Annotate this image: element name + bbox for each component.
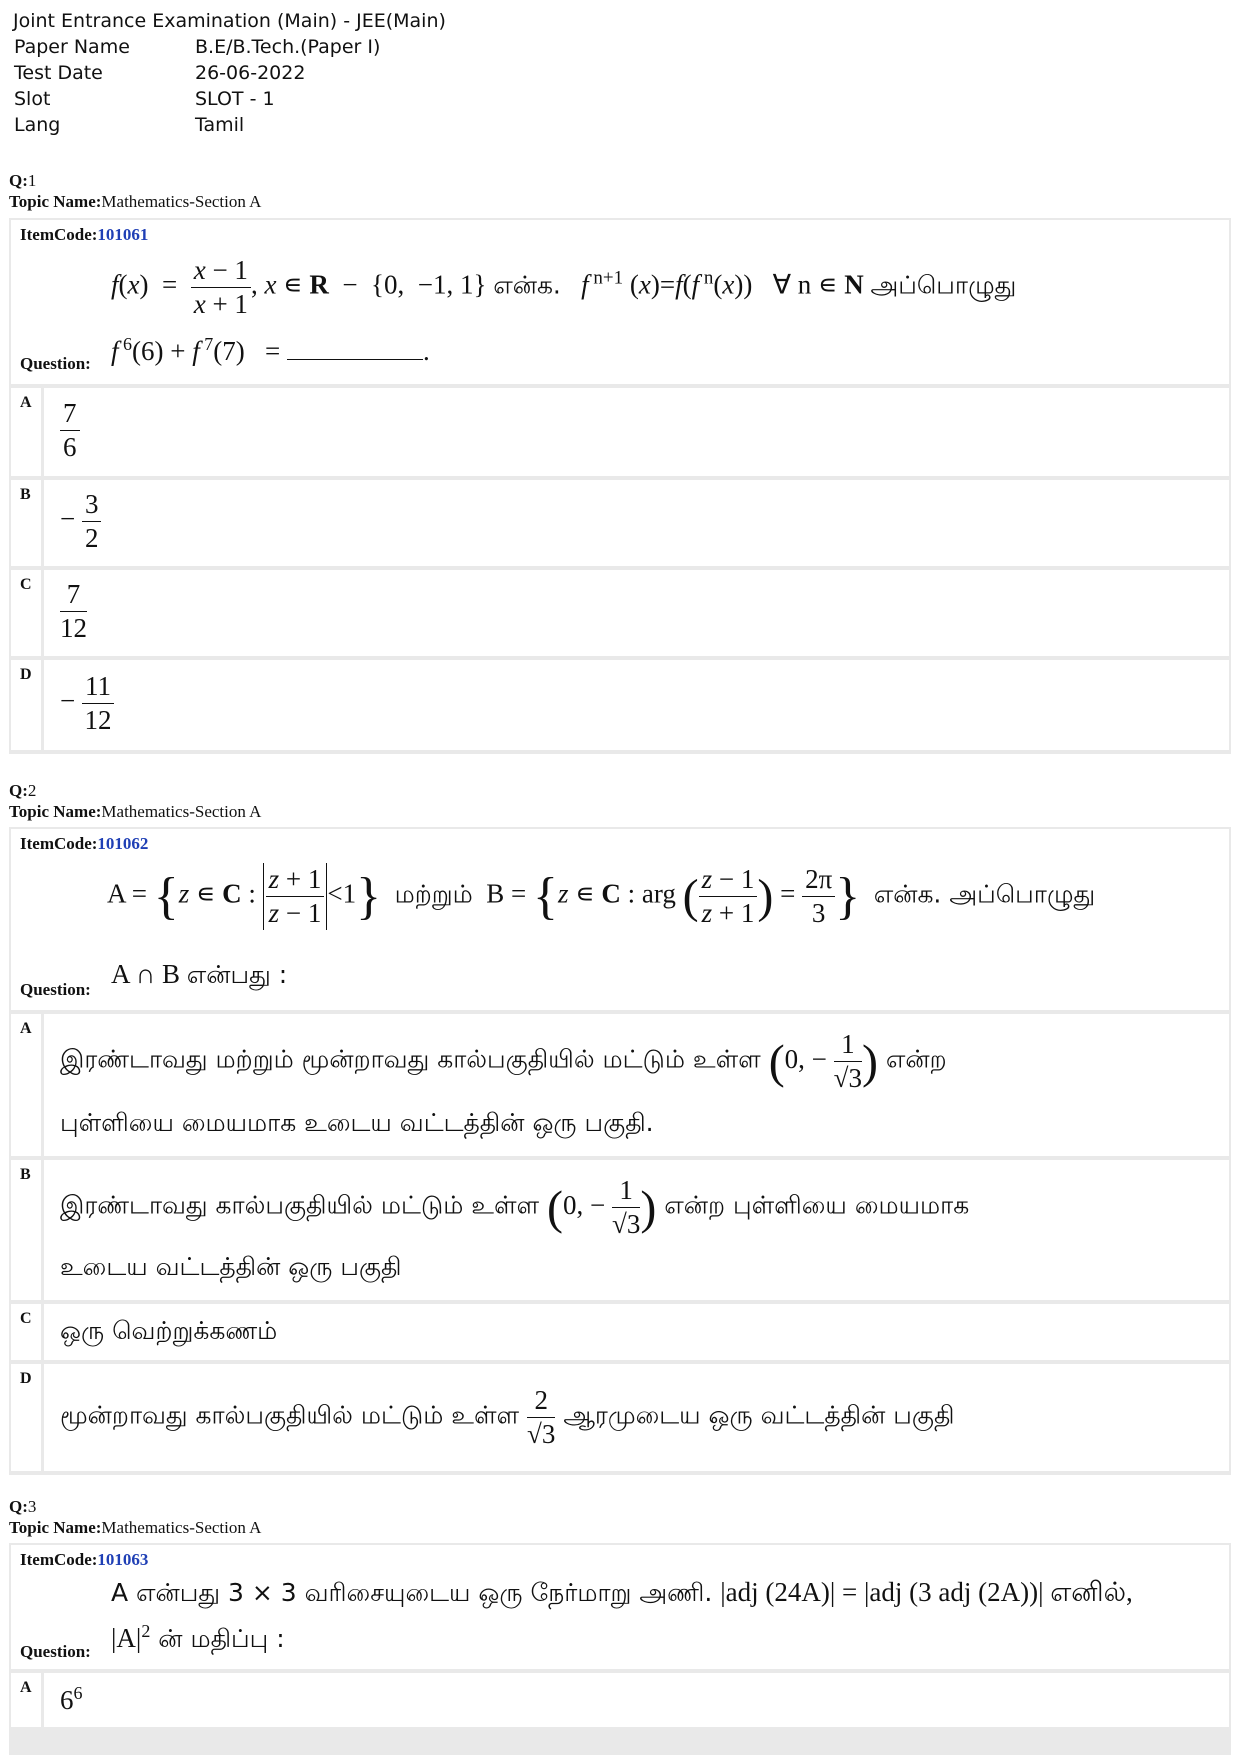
question-1-expression: f $^6$(6) + f $^7$(7) = . bbox=[111, 334, 430, 366]
topic-name: Topic Name:Mathematics-Section A bbox=[9, 1518, 262, 1537]
question-3-line-1: A என்பது 3 × 3 வரிசையுடைய ஒரு நேர்மாறு அணி. |adj (24A)| = |adj (3 adj (2A))| எனில், bbox=[111, 1577, 1133, 1607]
question-2-box bbox=[9, 827, 1231, 1475]
option-letter: B bbox=[20, 486, 31, 503]
exam-meta-table bbox=[14, 34, 380, 138]
option-letter: B bbox=[20, 1166, 31, 1183]
option-letter: A bbox=[20, 1679, 32, 1696]
topic-name: Topic Name:Mathematics-Section A bbox=[9, 192, 262, 211]
option-letter: C bbox=[20, 1310, 32, 1327]
option-letter: A bbox=[20, 394, 32, 411]
question-3-box bbox=[9, 1543, 1231, 1755]
question-number: Q:3 bbox=[9, 1497, 37, 1516]
option-text: உடைய வட்டத்தின் ஒரு பகுதி bbox=[60, 1252, 402, 1281]
option-fraction: $\frac{7}{12}$ bbox=[60, 579, 87, 643]
question-number: Q:1 bbox=[9, 171, 37, 190]
question-1-heading bbox=[9, 170, 261, 212]
question-label: Question: bbox=[20, 354, 91, 373]
question-number: Q:2 bbox=[9, 781, 37, 800]
question-label: Question: bbox=[20, 1642, 91, 1661]
option-text: மூன்றாவது கால்பகுதியில் மட்டும் உள்ள $\frac{2}{√3}$ ஆரமுடைய ஒரு வட்டத்தின் பகுதி bbox=[60, 1385, 955, 1449]
question-label: Question: bbox=[20, 980, 91, 999]
itemcode: ItemCode:101061 bbox=[20, 225, 149, 244]
option-a[interactable] bbox=[11, 1014, 1229, 1156]
option-letter: C bbox=[20, 576, 32, 593]
topic-name: Topic Name:Mathematics-Section A bbox=[9, 802, 262, 821]
option-a[interactable] bbox=[11, 388, 1229, 476]
itemcode: ItemCode:101062 bbox=[20, 834, 149, 853]
question-2-formula: A = {z ∊ C : $\frac{z + 1}{z - 1}$ <1} மற்றும் B = {z ∊ C : arg ( $\frac{z - 1}{z + 1}$ ) = $\frac{2\pi}{3}$ } என்க. அப்பொழுது bbox=[107, 864, 1096, 928]
meta-row: Paper Name B.E/B.Tech.(Paper I) bbox=[14, 36, 381, 58]
option-fraction: − $\frac{11}{12}$ bbox=[60, 670, 114, 737]
itemcode: ItemCode:101063 bbox=[20, 1550, 149, 1569]
question-3-heading bbox=[9, 1496, 261, 1538]
option-text: இரண்டாவது மற்றும் மூன்றாவது கால்பகுதியில் மட்டும் உள்ள (0, − $\frac{1}{√3}$ ) என்ற bbox=[60, 1029, 947, 1093]
option-d[interactable] bbox=[11, 660, 1229, 750]
option-c[interactable] bbox=[11, 570, 1229, 656]
option-text: புள்ளியை மையமாக உடைய வட்டத்தின் ஒரு பகுதி. bbox=[60, 1108, 654, 1137]
question-2-heading bbox=[9, 780, 261, 822]
option-value: $6^6$ bbox=[60, 1683, 83, 1715]
option-text: இரண்டாவது கால்பகுதியில் மட்டும் உள்ள (0, − $\frac{1}{√3}$ ) என்ற புள்ளியை மையமாக bbox=[60, 1175, 970, 1239]
exam-title: Joint Entrance Examination (Main) - JEE(Main) bbox=[13, 10, 446, 32]
option-b[interactable] bbox=[11, 1160, 1229, 1300]
option-d[interactable] bbox=[11, 1364, 1229, 1471]
question-3-line-2: $|A|^2$ ன் மதிப்பு : bbox=[111, 1621, 285, 1653]
option-fraction: − $\frac{3}{2}$ bbox=[60, 488, 101, 555]
option-letter: D bbox=[20, 666, 32, 683]
option-b[interactable] bbox=[11, 480, 1229, 566]
meta-row: Slot SLOT - 1 bbox=[14, 88, 275, 110]
question-1-box bbox=[9, 218, 1231, 754]
question-2-expression: A ∩ B என்பது : bbox=[111, 959, 288, 989]
meta-row: Lang Tamil bbox=[14, 114, 245, 136]
question-3-stem bbox=[11, 1545, 1229, 1669]
option-a[interactable] bbox=[11, 1673, 1229, 1727]
meta-row: Test Date 26-06-2022 bbox=[14, 62, 306, 84]
question-2-stem bbox=[11, 829, 1229, 1010]
option-letter: A bbox=[20, 1020, 32, 1037]
question-1-formula: f(x) = $\frac{x - 1}{x + 1}$ , x ∊ R − {0, −1, 1} என்க. f $^{n+1}$ (x)=f(f $^n$(x)) ∀ n ∊ N அப்பொழுது bbox=[111, 255, 1017, 319]
option-letter: D bbox=[20, 1370, 32, 1387]
option-c[interactable] bbox=[11, 1304, 1229, 1360]
question-1-stem bbox=[11, 220, 1229, 384]
option-text: ஒரு வெற்றுக்கணம் bbox=[60, 1316, 278, 1345]
exam-header bbox=[13, 8, 446, 138]
option-fraction: $\frac{7}{6}$ bbox=[60, 397, 80, 464]
